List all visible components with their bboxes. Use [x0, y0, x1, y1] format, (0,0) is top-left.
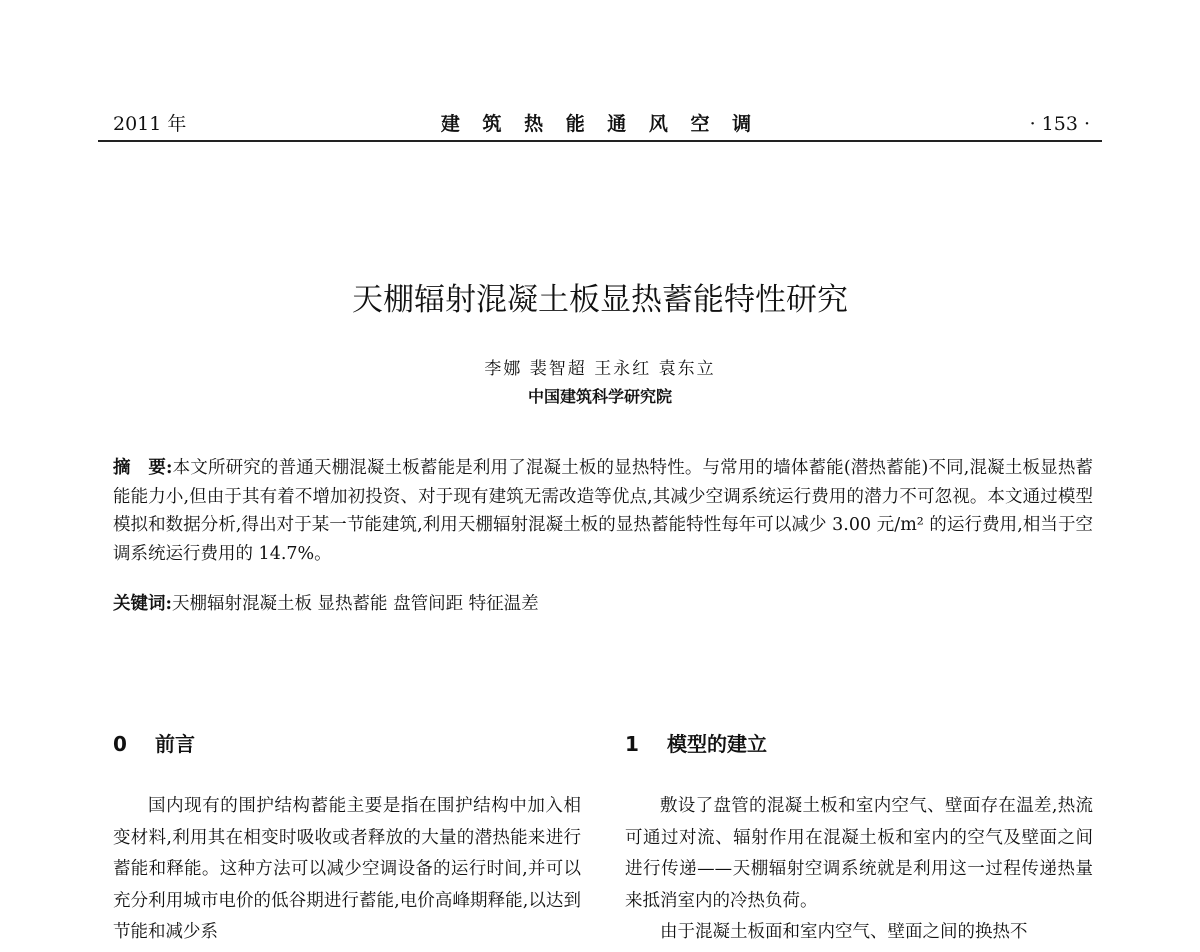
model-body	[625, 791, 1093, 949]
paper-title: 天棚辐射混凝土板显热蓄能特性研究	[352, 282, 848, 318]
keywords-text: 天棚辐射混凝土板 显热蓄能 盘管间距 特征温差	[171, 594, 539, 614]
section-number: 1	[625, 732, 639, 756]
affiliation: 中国建筑科学研究院	[527, 387, 672, 406]
intro-body	[113, 791, 581, 949]
header-rule	[98, 140, 1102, 142]
section-title: 前言	[155, 732, 195, 756]
abstract-text: 本文所研究的普通天棚混凝土板蓄能是利用了混凝土板的显热特性。与常用的墙体蓄能(潜热蓄能)不同,混凝土板显热蓄能能力小,但由于其有着不增加初投资、对于现有建筑无需改造等优点,其减少空调系统运行费用的潜力不可忽视。本文通过模型模拟和数据分析,得出对于某一节能建筑,利用天棚辐射混凝土板的显热蓄能特性每年可以减少 3.00 元/m² 的运行费用,相当于空调系统运行费用的 14.7%。	[113, 458, 1093, 565]
header-year: 2011 年	[113, 113, 187, 135]
authors: 李娜 裴智超 王永红 袁东立	[484, 359, 716, 379]
keywords	[113, 590, 1093, 618]
paragraph: 敷设了盘管的混凝土板和室内空气、壁面存在温差,热流可通过对流、辐射作用在混凝土板和室内的空气及壁面之间进行传递——天棚辐射空调系统就是利用这一过程传递热量来抵消室内的冷热负荷。	[625, 796, 1093, 911]
paragraph: 国内现有的围护结构蓄能主要是指在围护结构中加入相变材料,利用其在相变时吸收或者释放的大量的潜热能来进行蓄能和释能。这种方法可以减少空调设备的运行时间,并可以充分利用城市电价的低谷期进行蓄能,电价高峰期释能,以达到节能和减少系	[113, 796, 581, 942]
paragraph: 由于混凝土板面和室内空气、壁面之间的换热不	[660, 922, 1028, 942]
section-heading-model	[625, 731, 767, 757]
abstract-label: 摘 要:	[113, 458, 173, 478]
section-title: 模型的建立	[667, 732, 767, 756]
journal-name: 建 筑 热 能 通 风 空 调	[440, 113, 760, 135]
keywords-label: 关键词:	[113, 594, 172, 614]
section-number: 0	[113, 732, 127, 756]
section-heading-intro	[113, 731, 195, 757]
abstract	[113, 454, 1093, 569]
page-number: · 153 ·	[1029, 113, 1090, 135]
